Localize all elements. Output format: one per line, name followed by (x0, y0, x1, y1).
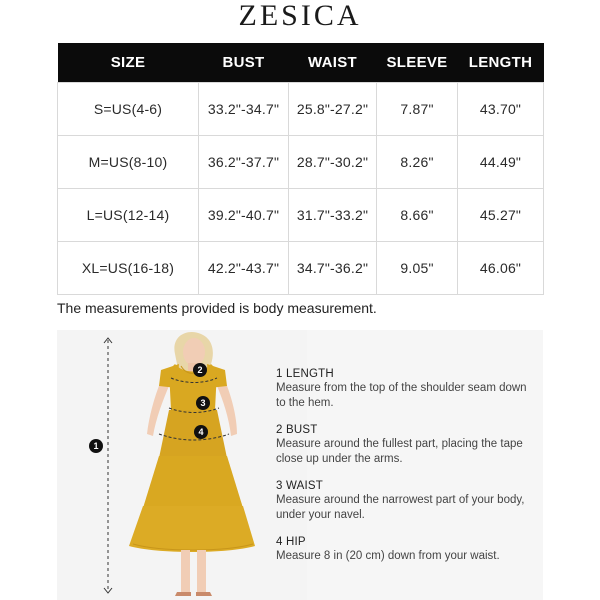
cell-waist: 28.7"-30.2" (289, 135, 377, 188)
guide-body: Measure around the fullest part, placing the tape close up under the arms. (276, 438, 523, 465)
guide-body: Measure 8 in (20 cm) down from your waist. (276, 550, 500, 562)
brand-logo: ZESICA (238, 0, 362, 32)
header-length: LENGTH (458, 43, 544, 82)
dress-illustration (57, 330, 307, 600)
table-row (58, 82, 544, 135)
guide-title: 1 LENGTH (276, 368, 334, 380)
cell-length: 46.06" (458, 241, 544, 294)
marker-4: 4 (194, 425, 208, 439)
waist-guide (276, 479, 536, 522)
cell-bust: 39.2"-40.7" (199, 188, 289, 241)
cell-size: XL=US(16-18) (58, 241, 199, 294)
bust-guide (276, 423, 536, 466)
guide-title: 2 BUST (276, 424, 318, 436)
model-photo-panel (57, 330, 307, 600)
cell-sleeve: 7.87" (377, 82, 458, 135)
size-chart-table (57, 43, 544, 295)
cell-bust: 42.2"-43.7" (199, 241, 289, 294)
header-waist: WAIST (289, 43, 377, 82)
cell-bust: 36.2"-37.7" (199, 135, 289, 188)
cell-size: M=US(8-10) (58, 135, 199, 188)
table-header-row (58, 43, 544, 82)
table-row (58, 188, 544, 241)
cell-bust: 33.2"-34.7" (199, 82, 289, 135)
marker-1: 1 (89, 439, 103, 453)
cell-size: S=US(4-6) (58, 82, 199, 135)
cell-waist: 34.7"-36.2" (289, 241, 377, 294)
guide-body: Measure from the top of the shoulder seam down to the hem. (276, 382, 527, 409)
hip-guide (276, 535, 536, 564)
cell-sleeve: 8.66" (377, 188, 458, 241)
cell-length: 44.49" (458, 135, 544, 188)
header-sleeve: SLEEVE (377, 43, 458, 82)
table-row (58, 241, 544, 294)
marker-2: 2 (193, 363, 207, 377)
cell-waist: 31.7"-33.2" (289, 188, 377, 241)
measurement-note: The measurements provided is body measurement. (57, 300, 377, 316)
guide-body: Measure around the narrowest part of your body, under your navel. (276, 494, 525, 521)
cell-length: 43.70" (458, 82, 544, 135)
cell-sleeve: 9.05" (377, 241, 458, 294)
table-row (58, 135, 544, 188)
cell-length: 45.27" (458, 188, 544, 241)
length-guide (276, 367, 536, 410)
cell-size: L=US(12-14) (58, 188, 199, 241)
header-size: SIZE (58, 43, 199, 82)
guide-title: 3 WAIST (276, 480, 323, 492)
cell-sleeve: 8.26" (377, 135, 458, 188)
header-bust: BUST (199, 43, 289, 82)
guide-title: 4 HIP (276, 536, 306, 548)
measurement-guide (276, 367, 536, 577)
cell-waist: 25.8"-27.2" (289, 82, 377, 135)
marker-3: 3 (196, 396, 210, 410)
